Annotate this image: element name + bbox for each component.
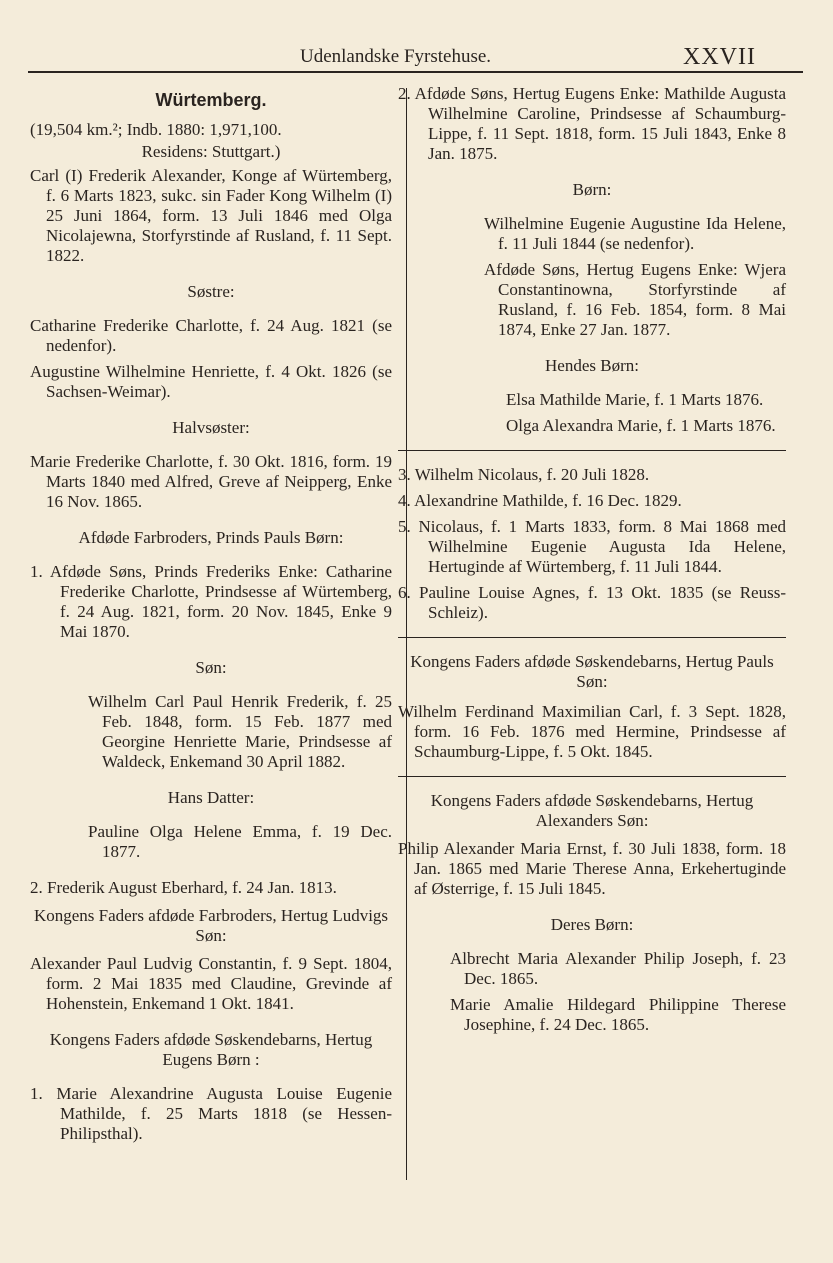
residence: Residens: Stuttgart.) bbox=[141, 142, 281, 161]
item-text: Pauline Louise Agnes, f. 13 Okt. 1835 (se Reuss-Schleiz). bbox=[419, 583, 786, 622]
section-rule bbox=[398, 637, 786, 638]
child-entry: Elsa Mathilde Marie, f. 1 Marts 1876. bbox=[506, 390, 764, 409]
paul-son: Wilhelm Ferdinand Maximilian Carl, f. 3 Sept. 1828, form. 16 Feb. 1876 med Hermine, Prindsesse af Schaumburg-Lippe, f. 5 Okt. 1845. bbox=[398, 702, 786, 761]
page-number: XXVII bbox=[683, 44, 756, 70]
uncle-title: Afdøde Farbroders, Prinds Pauls Børn: bbox=[78, 528, 344, 547]
section-rule bbox=[398, 450, 786, 451]
son-entry: Wilhelm Carl Paul Henrik Frederik, f. 25 Feb. 1848, form. 15 Feb. 1877 med Georgine Henriette Marie, Prindsesse af Waldeck, Enkemand 30 April 1882. bbox=[88, 692, 392, 771]
item-number: 1. bbox=[30, 562, 43, 581]
ludwig-son: Alexander Paul Ludvig Constantin, f. 9 Sept. 1804, form. 2 Mai 1835 med Claudine, Grevinde af Hohenstein, Enkemand 1 Okt. 1841. bbox=[30, 954, 392, 1013]
list-item bbox=[398, 465, 786, 485]
item-number: 1. bbox=[30, 1084, 43, 1103]
alex-title: Kongens Faders afdøde Søskendebarns, Hertug Alexanders Søn: bbox=[430, 791, 754, 830]
item-number: 2. bbox=[398, 84, 411, 103]
header-rule bbox=[28, 71, 803, 73]
ludwig-title: Kongens Faders afdøde Farbroders, Hertug Ludvigs Søn: bbox=[33, 906, 389, 945]
alex-son: Philip Alexander Maria Ernst, f. 30 Juli 1838, form. 18 Jan. 1865 med Marie Therese Anna, Erkehertuginde af Østerrige, f. 15 Juli 1845. bbox=[398, 839, 786, 898]
list-item bbox=[398, 84, 786, 164]
right-column bbox=[398, 84, 786, 1041]
paul-title: Kongens Faders afdøde Søskendebarns, Hertug Pauls Søn: bbox=[410, 652, 774, 691]
item-number: 4. bbox=[398, 491, 411, 510]
eugen-title: Kongens Faders afdøde Søskendebarns, Hertug Eugens Børn : bbox=[49, 1030, 373, 1069]
sisters-title: Søstre: bbox=[187, 282, 235, 301]
child-entry: Marie Amalie Hildegard Philippine Therese Josephine, f. 24 Dec. 1865. bbox=[450, 995, 786, 1034]
list-item bbox=[398, 517, 786, 577]
section-heading: Würtemberg. bbox=[155, 90, 267, 110]
item-text: Wilhelm Nicolaus, f. 20 Juli 1828. bbox=[414, 465, 650, 484]
item-number: 3. bbox=[398, 465, 411, 484]
child-entry: Olga Alexandra Marie, f. 1 Marts 1876. bbox=[506, 416, 776, 435]
item-text: Alexandrine Mathilde, f. 16 Dec. 1829. bbox=[414, 491, 682, 510]
her-children-title: Hendes Børn: bbox=[545, 356, 639, 375]
list-item bbox=[398, 583, 786, 623]
list-item bbox=[30, 878, 392, 898]
child-entry: Albrecht Maria Alexander Philip Joseph, f. 23 Dec. 1865. bbox=[450, 949, 786, 988]
list-item bbox=[398, 491, 786, 511]
king-entry: Carl (I) Frederik Alexander, Konge af Würtemberg, f. 6 Marts 1823, sukc. sin Fader Kong Wilhelm (I) 25 Juni 1864, form. 13 Juli 1846 med Olga Nicolajewna, Storfyrstinde af Rusland, f. 11 Sept. 1822. bbox=[30, 166, 392, 265]
item-number: 2. bbox=[30, 878, 43, 897]
sister-entry: Augustine Wilhelmine Henriette, f. 4 Okt. 1826 (se Sachsen-Weimar). bbox=[30, 362, 392, 401]
running-header: Udenlandske Fyrstehuse. bbox=[300, 46, 492, 67]
item-text: Marie Alexandrine Augusta Louise Eugenie Mathilde, f. 25 Marts 1818 (se Hessen-Philipsthal). bbox=[56, 1084, 392, 1143]
item-text: Frederik August Eberhard, f. 24 Jan. 1813. bbox=[47, 878, 337, 897]
daughter-title: Hans Datter: bbox=[167, 788, 255, 807]
section-rule bbox=[398, 776, 786, 777]
halfsister-entry: Marie Frederike Charlotte, f. 30 Okt. 1816, form. 19 Marts 1840 med Alfred, Greve af Neipperg, Enke 16 Nov. 1865. bbox=[30, 452, 392, 511]
item-text: Nicolaus, f. 1 Marts 1833, form. 8 Mai 1868 med Wilhelmine Eugenie Augusta Ida Helene, Hertuginde af Würtemberg, f. 11 Juli 1844. bbox=[418, 517, 786, 576]
son-title: Søn: bbox=[195, 658, 227, 677]
their-children-title: Deres Børn: bbox=[550, 915, 634, 934]
daughter-entry: Pauline Olga Helene Emma, f. 19 Dec. 1877. bbox=[88, 822, 392, 861]
children-title: Børn: bbox=[572, 180, 612, 199]
sister-entry: Catharine Frederike Charlotte, f. 24 Aug. 1821 (se nedenfor). bbox=[30, 316, 392, 355]
item-number: 6. bbox=[398, 583, 411, 602]
item-text: Afdøde Søns, Prinds Frederiks Enke: Catharine Frederike Charlotte, Prindsesse af Würtemberg, f. 24 Aug. 1821, form. 20 Nov. 1845, Enke 9 Mai 1870. bbox=[49, 562, 393, 641]
list-item bbox=[30, 1084, 392, 1144]
halfsister-title: Halvsøster: bbox=[172, 418, 250, 437]
widow-entry: Afdøde Søns, Hertug Eugens Enke: Wjera Constantinowna, Storfyrstinde af Rusland, f. 16 Feb. 1854, form. 8 Mai 1874, Enke 27 Jan. 1877. bbox=[484, 260, 786, 339]
child-entry: Wilhelmine Eugenie Augustine Ida Helene, f. 11 Juli 1844 (se nedenfor). bbox=[484, 214, 786, 253]
left-column bbox=[30, 84, 392, 1150]
item-number: 5. bbox=[398, 517, 411, 536]
country-stats: (19,504 km.²; Indb. 1880: 1,971,100. bbox=[30, 120, 282, 139]
item-text: Afdøde Søns, Hertug Eugens Enke: Mathilde Augusta Wilhelmine Caroline, Prindsesse af Schaumburg-Lippe, f. 11 Sept. 1818, form. 15 Juli 1843, Enke 8 Jan. 1875. bbox=[414, 84, 786, 163]
list-item bbox=[30, 562, 392, 642]
